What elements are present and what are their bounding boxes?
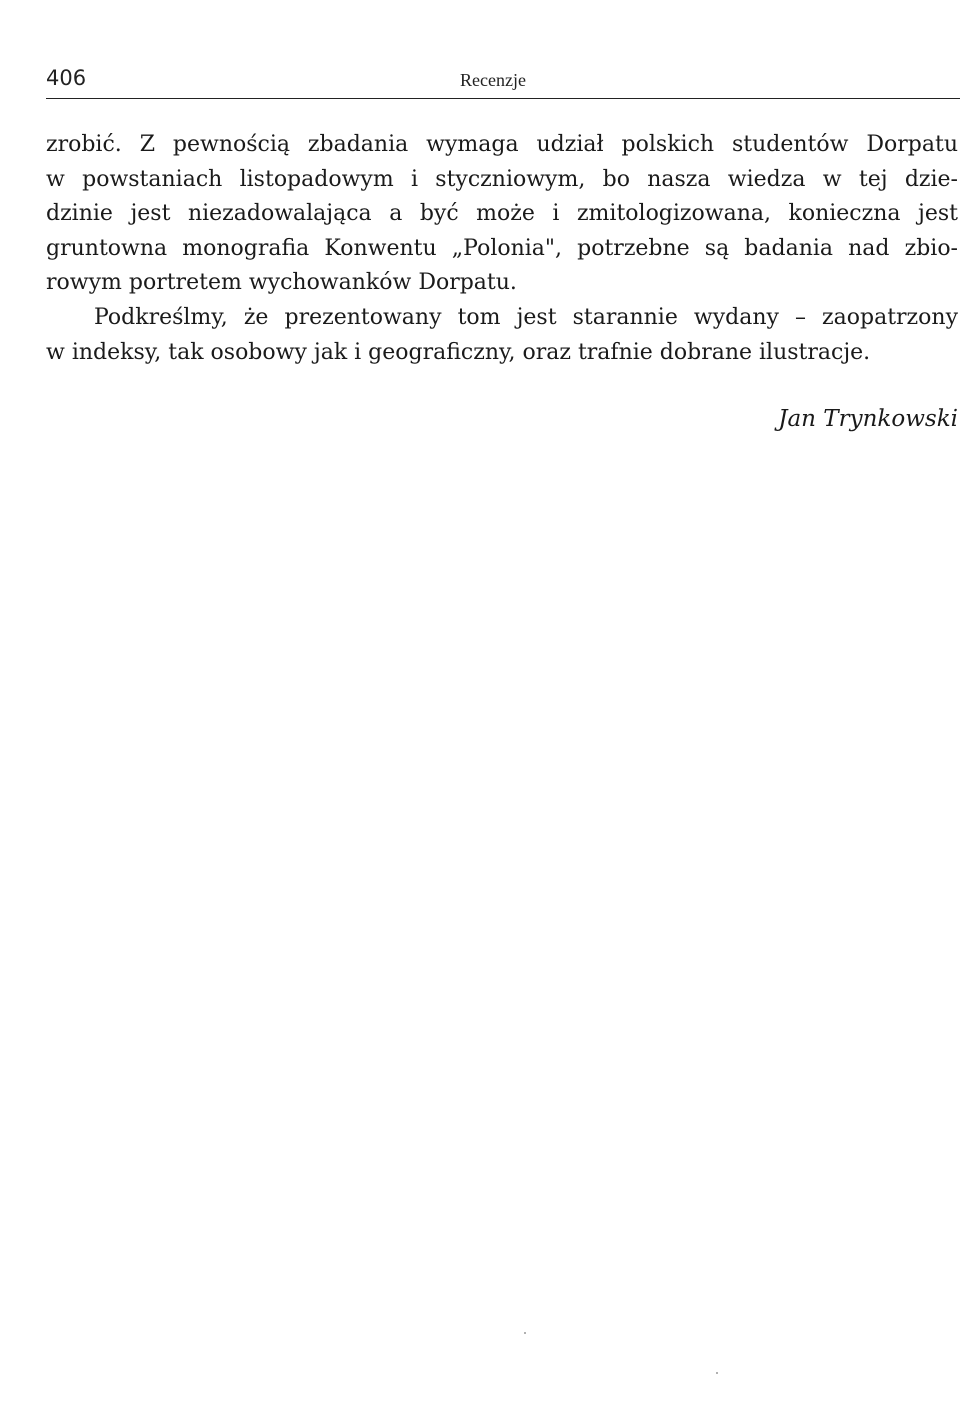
text-line: w indeksy, tak osobowy jak i geograficzny, oraz trafnie dobrane ilustracje. xyxy=(46,339,871,365)
text-line: gruntowna monografia Konwentu „Polonia", potrzebne są badania nad zbio- xyxy=(46,235,958,261)
text-line: w powstaniach listopadowym i styczniowym, bo nasza wiedza w tej dzie- xyxy=(46,166,958,192)
text-line: rowym portretem wychowanków Dorpatu. xyxy=(46,270,517,296)
running-head: Recenzje xyxy=(460,70,526,90)
text-line: dzinie jest niezadowalająca a być może i zmitologizowana, konieczna jest xyxy=(46,201,958,227)
page-header xyxy=(46,62,960,99)
page-number: 406 xyxy=(46,66,87,90)
scan-speck xyxy=(524,1332,526,1334)
text-line: zrobić. Z pewnością zbadania wymaga udział polskich studentów Dorpatu xyxy=(46,132,958,157)
text-line: Podkreślmy, że prezentowany tom jest starannie wydany – zaopatrzony xyxy=(94,304,958,330)
review-text xyxy=(46,128,958,370)
author-signature: Jan Trynkowski xyxy=(778,406,958,432)
scan-speck xyxy=(716,1372,718,1374)
